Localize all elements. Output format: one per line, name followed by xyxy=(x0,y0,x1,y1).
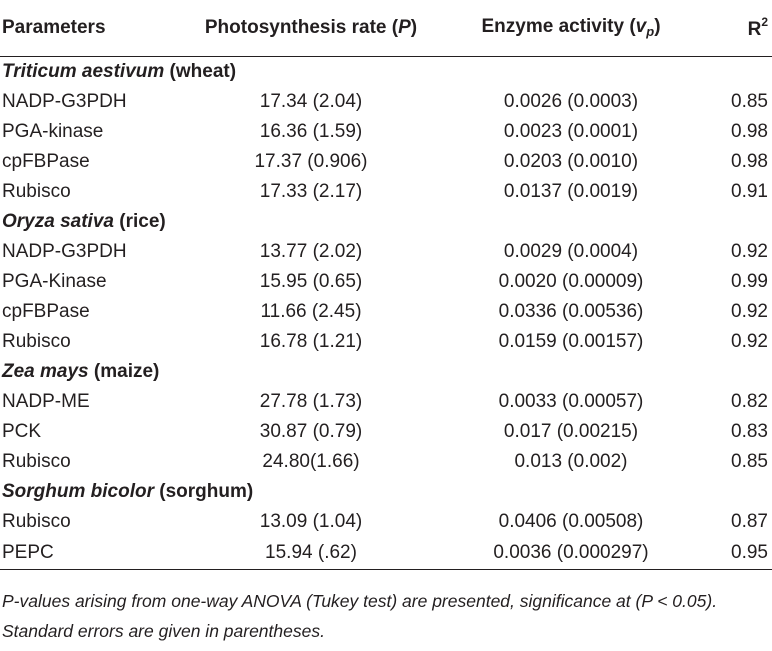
cell-parameter: cpFBPase xyxy=(2,300,90,322)
group-row xyxy=(0,56,772,87)
common-name: (sorghum) xyxy=(154,480,254,502)
cell-photosynthesis: 11.66 (2.45) xyxy=(260,300,362,322)
cell-enzyme-activity: 0.0137 (0.0019) xyxy=(503,180,639,202)
group-label xyxy=(0,207,772,237)
species-name: Oryza sativa xyxy=(2,210,114,232)
cell-parameter: NADP-G3PDH xyxy=(2,240,127,262)
species-name: Sorghum bicolor xyxy=(2,480,154,502)
cell-r2: 0.92 xyxy=(731,330,768,352)
table-footnotes xyxy=(2,586,770,646)
cell-r2: 0.85 xyxy=(731,450,768,472)
enzyme-var: v xyxy=(635,16,647,38)
cell-photosynthesis: 16.36 (1.59) xyxy=(259,120,363,142)
cell-enzyme-activity: 0.0026 (0.0003) xyxy=(503,90,639,112)
col-header-r2 xyxy=(692,0,772,56)
cell-photosynthesis: 27.78 (1.73) xyxy=(259,390,363,412)
footnote-pvalues: P-values arising from one-way ANOVA (Tukey test) are presented, significance at (P < 0.05). xyxy=(2,591,718,611)
cell-enzyme-activity: 0.017 (0.00215) xyxy=(503,420,639,442)
cell-enzyme-activity: 0.0159 (0.00157) xyxy=(498,330,644,352)
group-row xyxy=(0,207,772,237)
cell-parameter: PEPC xyxy=(0,537,172,570)
cell-parameter: Rubisco xyxy=(2,510,71,532)
table-row xyxy=(0,117,772,147)
cell-photosynthesis: 15.95 (0.65) xyxy=(259,270,363,292)
cell-r2: 0.92 xyxy=(731,300,768,322)
cell-photosynthesis: 30.87 (0.79) xyxy=(259,420,363,442)
col-header-parameters: Parameters xyxy=(0,0,172,56)
table-row xyxy=(0,147,772,177)
cell-r2: 0.98 xyxy=(731,150,768,172)
cell-r2: 0.82 xyxy=(731,390,768,412)
col-header-photosynthesis xyxy=(172,0,450,56)
table-row xyxy=(0,87,772,117)
common-name: (wheat) xyxy=(164,60,237,82)
footnote-standard-errors: Standard errors are given in parentheses. xyxy=(2,621,325,641)
table-row xyxy=(0,537,772,570)
cell-enzyme-activity: 0.013 (0.002) xyxy=(514,450,628,472)
cell-r2: 0.98 xyxy=(731,120,768,142)
group-row xyxy=(0,357,772,387)
table-row xyxy=(0,417,772,447)
cell-enzyme-activity: 0.0029 (0.0004) xyxy=(503,240,639,262)
enzyme-sub: p xyxy=(646,24,655,40)
cell-enzyme-activity: 0.0020 (0.00009) xyxy=(498,270,644,292)
common-name: (maize) xyxy=(88,360,160,382)
cell-parameter: NADP-ME xyxy=(2,390,90,412)
cell-enzyme-activity: 0.0203 (0.0010) xyxy=(503,150,639,172)
photo-var: P xyxy=(398,16,411,38)
group-row xyxy=(0,477,772,507)
table-row xyxy=(0,507,772,537)
table-row xyxy=(0,447,772,477)
cell-r2: 0.95 xyxy=(692,537,772,570)
cell-photosynthesis: 17.33 (2.17) xyxy=(259,180,363,202)
group-label xyxy=(0,477,772,507)
cell-photosynthesis: 17.37 (0.906) xyxy=(254,150,368,172)
common-name: (rice) xyxy=(113,210,166,232)
enzyme-suffix: ) xyxy=(654,16,661,38)
cell-enzyme-activity: 0.0406 (0.00508) xyxy=(498,510,644,532)
cell-parameter: Rubisco xyxy=(2,180,71,202)
cell-parameter: Rubisco xyxy=(2,330,71,352)
r-base: R xyxy=(747,18,762,40)
cell-parameter: PGA-Kinase xyxy=(2,270,107,292)
table-header xyxy=(0,0,772,56)
cell-r2: 0.91 xyxy=(731,180,768,202)
group-label xyxy=(0,357,772,387)
table-row xyxy=(0,237,772,267)
table-row xyxy=(0,327,772,357)
r-sup: 2 xyxy=(761,14,768,29)
table-body xyxy=(0,56,772,569)
photo-prefix: Photosynthesis rate ( xyxy=(204,16,399,38)
photo-suffix: ) xyxy=(410,16,418,38)
group-label xyxy=(0,56,772,87)
species-name: Zea mays xyxy=(2,360,89,382)
cell-photosynthesis: 16.78 (1.21) xyxy=(259,330,363,352)
cell-parameter: cpFBPase xyxy=(2,150,90,172)
enzyme-prefix: Enzyme activity ( xyxy=(481,16,636,38)
table-row xyxy=(0,297,772,327)
header-row xyxy=(0,0,772,56)
cell-photosynthesis: 24.80(1.66) xyxy=(262,450,360,472)
cell-r2: 0.99 xyxy=(731,270,768,292)
table-row xyxy=(0,177,772,207)
table-row xyxy=(0,387,772,417)
cell-parameter: NADP-G3PDH xyxy=(2,90,127,112)
col-header-enzyme xyxy=(450,0,692,56)
cell-parameter: PCK xyxy=(2,420,42,442)
cell-parameter: PGA-kinase xyxy=(2,120,104,142)
cell-photosynthesis: 17.34 (2.04) xyxy=(259,90,363,112)
cell-photosynthesis: 13.09 (1.04) xyxy=(259,510,363,532)
cell-enzyme-activity: 0.0023 (0.0001) xyxy=(503,120,639,142)
cell-enzyme-activity: 0.0033 (0.00057) xyxy=(498,390,644,412)
cell-enzyme-activity: 0.0336 (0.00536) xyxy=(498,300,644,322)
cell-r2: 0.92 xyxy=(731,240,768,262)
cell-r2: 0.85 xyxy=(731,90,768,112)
cell-parameter: Rubisco xyxy=(2,450,71,472)
cell-photosynthesis: 15.94 (.62) xyxy=(172,537,450,570)
cell-enzyme-activity: 0.0036 (0.000297) xyxy=(450,537,692,570)
cell-r2: 0.87 xyxy=(731,510,768,532)
cell-r2: 0.83 xyxy=(731,420,768,442)
species-name: Triticum aestivum xyxy=(2,60,165,82)
cell-photosynthesis: 13.77 (2.02) xyxy=(259,240,363,262)
table-row xyxy=(0,267,772,297)
